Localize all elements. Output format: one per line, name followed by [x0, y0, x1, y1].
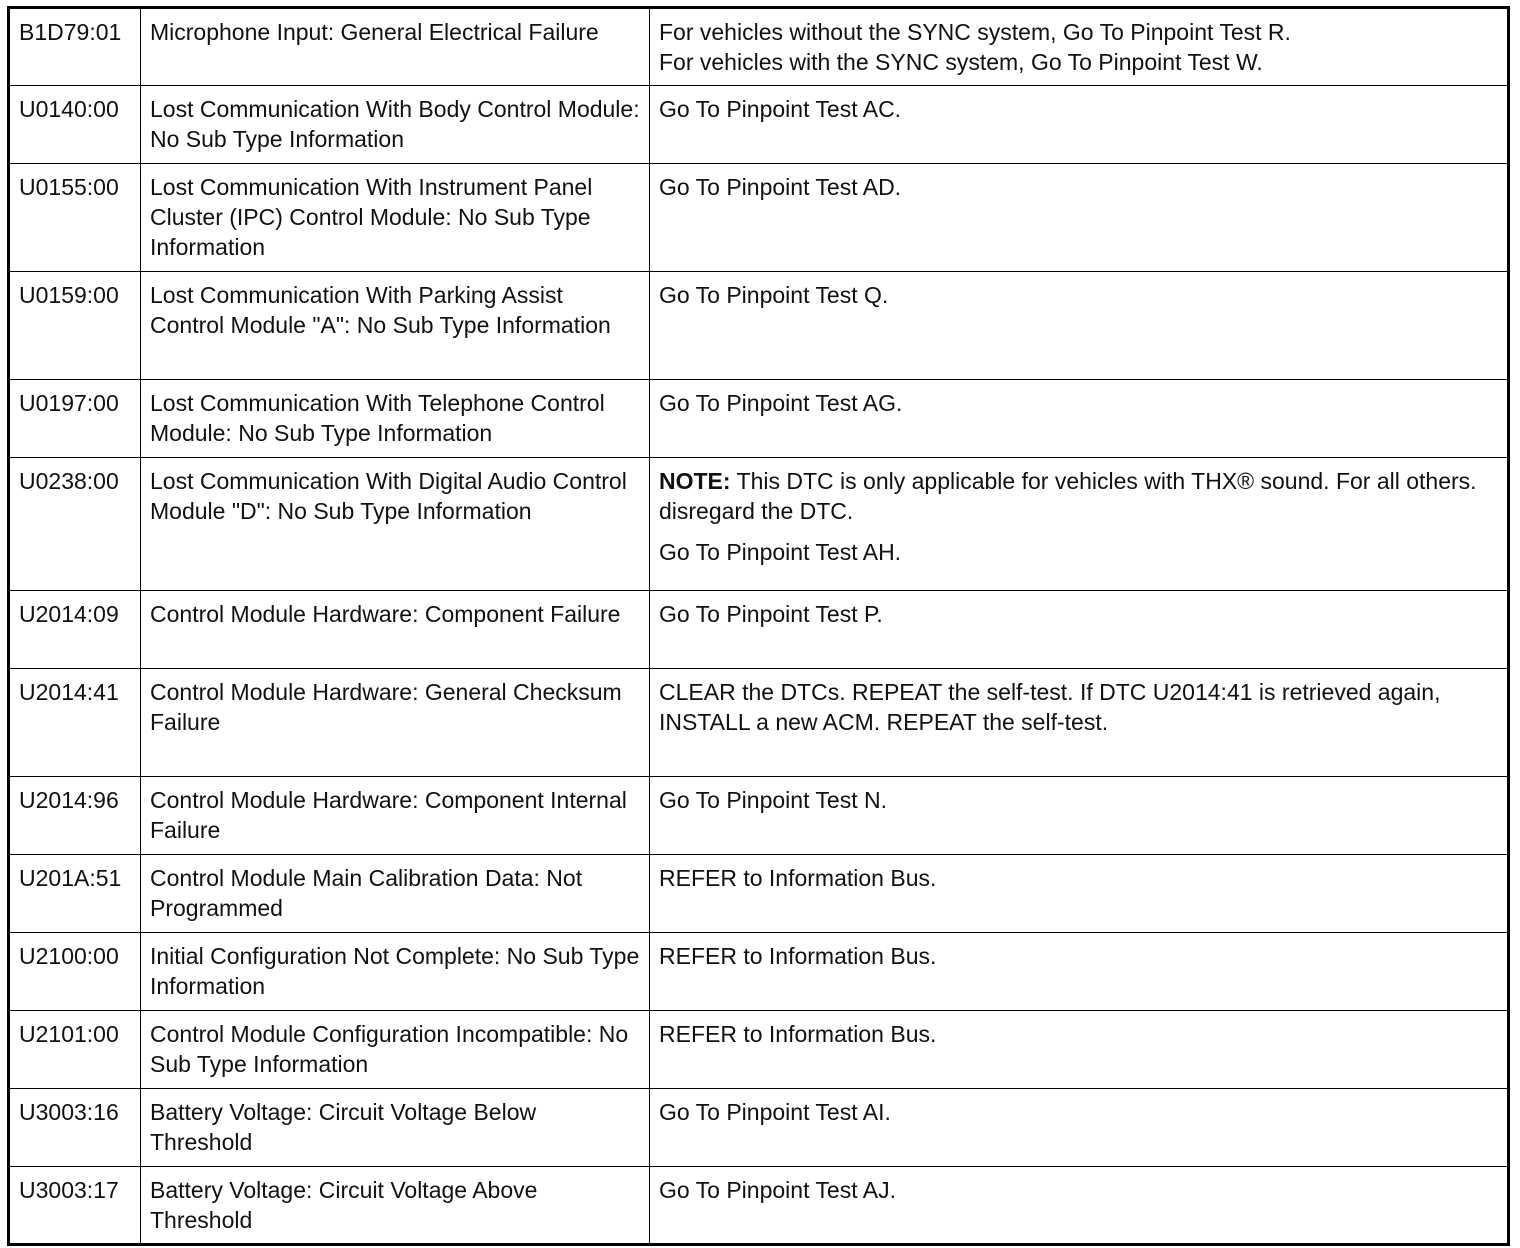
- dtc-action: Go To Pinpoint Test N.: [650, 777, 1509, 855]
- table-row: [9, 1089, 1509, 1167]
- table-row: [9, 86, 1509, 164]
- dtc-action: [650, 458, 1509, 591]
- dtc-description: Initial Configuration Not Complete: No Sub Type Information: [141, 933, 650, 1011]
- dtc-code: U3003:17: [9, 1167, 141, 1245]
- dtc-code: U0140:00: [9, 86, 141, 164]
- dtc-action: Go To Pinpoint Test AC.: [650, 86, 1509, 164]
- action-line: Go To Pinpoint Test AH.: [659, 539, 902, 565]
- table-row: [9, 380, 1509, 458]
- dtc-description: Battery Voltage: Circuit Voltage Below Threshold: [141, 1089, 650, 1167]
- dtc-table: [7, 6, 1510, 1246]
- dtc-description: Lost Communication With Telephone Control Module: No Sub Type Information: [141, 380, 650, 458]
- dtc-code: U0197:00: [9, 380, 141, 458]
- dtc-code: U2101:00: [9, 1011, 141, 1089]
- dtc-code: U2014:09: [9, 591, 141, 669]
- dtc-action: Go To Pinpoint Test AJ.: [650, 1167, 1509, 1245]
- dtc-code: U3003:16: [9, 1089, 141, 1167]
- note-text: This DTC is only applicable for vehicles with THX® sound. For all others. disregard the DTC.: [659, 468, 1477, 524]
- dtc-description: Control Module Hardware: General Checksum Failure: [141, 669, 650, 777]
- dtc-action: REFER to Information Bus.: [650, 855, 1509, 933]
- dtc-code: U2014:96: [9, 777, 141, 855]
- table-row: [9, 8, 1509, 86]
- action-line: For vehicles with the SYNC system, Go To Pinpoint Test W.: [659, 49, 1263, 75]
- dtc-description: Control Module Hardware: Component Internal Failure: [141, 777, 650, 855]
- table-row: [9, 272, 1509, 380]
- dtc-description: Control Module Main Calibration Data: Not Programmed: [141, 855, 650, 933]
- dtc-description: Lost Communication With Instrument Panel Cluster (IPC) Control Module: No Sub Type Information: [141, 164, 650, 272]
- dtc-description: Microphone Input: General Electrical Failure: [141, 8, 650, 86]
- table-row: [9, 669, 1509, 777]
- table-row: [9, 1167, 1509, 1245]
- action-line: For vehicles without the SYNC system, Go To Pinpoint Test R.: [659, 19, 1291, 45]
- dtc-action: Go To Pinpoint Test AD.: [650, 164, 1509, 272]
- dtc-action: REFER to Information Bus.: [650, 933, 1509, 1011]
- table-row: [9, 591, 1509, 669]
- dtc-code: U0238:00: [9, 458, 141, 591]
- dtc-action: [650, 8, 1509, 86]
- table-row: [9, 777, 1509, 855]
- table-row: [9, 855, 1509, 933]
- table-row: [9, 164, 1509, 272]
- dtc-code: B1D79:01: [9, 8, 141, 86]
- dtc-action: Go To Pinpoint Test AG.: [650, 380, 1509, 458]
- table-row: [9, 933, 1509, 1011]
- dtc-description: Control Module Hardware: Component Failure: [141, 591, 650, 669]
- dtc-code: U2100:00: [9, 933, 141, 1011]
- table-row: [9, 1011, 1509, 1089]
- dtc-description: Lost Communication With Digital Audio Control Module "D": No Sub Type Information: [141, 458, 650, 591]
- dtc-code: U201A:51: [9, 855, 141, 933]
- note-label: NOTE:: [659, 468, 731, 494]
- dtc-code: U0155:00: [9, 164, 141, 272]
- note-paragraph: [659, 466, 1499, 526]
- dtc-code: U2014:41: [9, 669, 141, 777]
- dtc-description: Control Module Configuration Incompatible: No Sub Type Information: [141, 1011, 650, 1089]
- table-row: [9, 458, 1509, 591]
- dtc-description: Battery Voltage: Circuit Voltage Above Threshold: [141, 1167, 650, 1245]
- dtc-action: Go To Pinpoint Test Q.: [650, 272, 1509, 380]
- dtc-description: Lost Communication With Parking Assist Control Module "A": No Sub Type Information: [141, 272, 650, 380]
- dtc-action: Go To Pinpoint Test AI.: [650, 1089, 1509, 1167]
- dtc-action: REFER to Information Bus.: [650, 1011, 1509, 1089]
- dtc-action: CLEAR the DTCs. REPEAT the self-test. If DTC U2014:41 is retrieved again, INSTALL a new ACM. REPEAT the self-test.: [650, 669, 1509, 777]
- dtc-description: Lost Communication With Body Control Module: No Sub Type Information: [141, 86, 650, 164]
- dtc-code: U0159:00: [9, 272, 141, 380]
- dtc-action: Go To Pinpoint Test P.: [650, 591, 1509, 669]
